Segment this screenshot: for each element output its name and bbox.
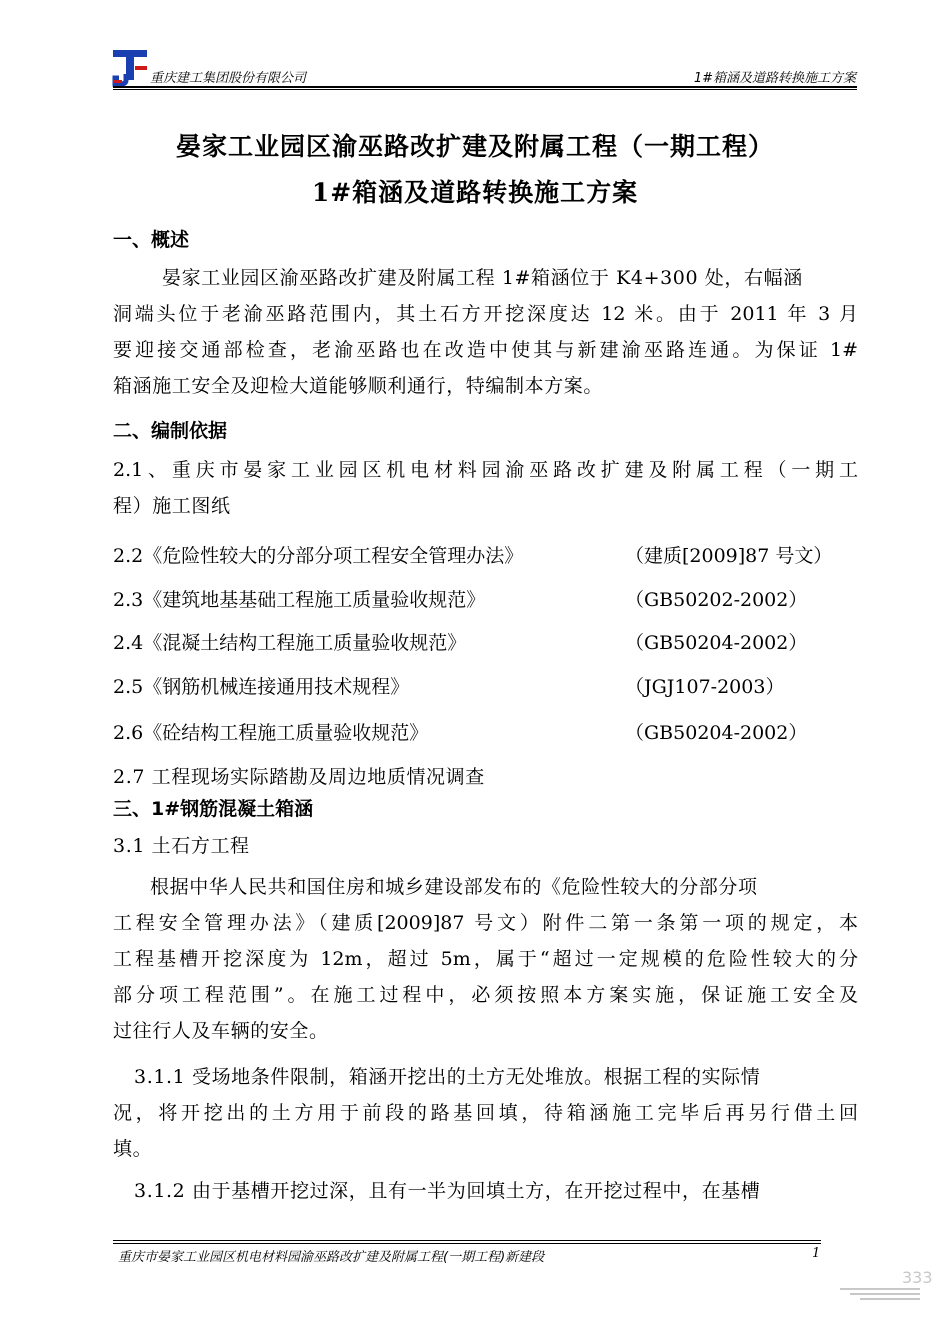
paragraph-line: 过往行人及车辆的安全。 xyxy=(113,1020,329,1042)
paragraph-line: 部分项工程范围”。在施工过程中，必须按照本方案实施，保证施工安全及 xyxy=(113,984,858,1006)
reference-code: （GB50202-2002） xyxy=(625,589,808,611)
reference-name: 2.6《砼结构工程施工质量验收规范》 xyxy=(113,722,429,744)
reference-code: （建质[2009]87 号文） xyxy=(625,545,833,567)
reference-name: 2.5《钢筋机械连接通用技术规程》 xyxy=(113,676,410,698)
watermark-icon xyxy=(840,1263,933,1303)
header-company: 重庆建工集团股份有限公司 xyxy=(150,71,307,86)
reference-2-7: 2.7 工程现场实际踏勘及周边地质情况调查 xyxy=(113,766,485,788)
reference-code: （GB50204-2002） xyxy=(625,632,808,654)
header-rule-thin xyxy=(113,89,857,90)
company-logo xyxy=(113,50,147,86)
paragraph-line: 工程安全管理办法》（建质[2009]87 号文）附件二第一条第一项的规定，本 xyxy=(113,912,858,934)
paragraph-line: 3.1.2 由于基槽开挖过深，且有一半为回填土方，在开挖过程中，在基槽 xyxy=(134,1180,761,1202)
paragraph-line: 况，将开挖出的土方用于前段的路基回填，待箱涵施工完毕后再另行借土回 xyxy=(113,1102,858,1124)
section-2-heading: 二、编制依据 xyxy=(113,420,228,442)
reference-name: 2.3《建筑地基基础工程施工质量验收规范》 xyxy=(113,589,486,611)
section-1-heading: 一、概述 xyxy=(113,229,190,251)
reference-2-1-cont: 程）施工图纸 xyxy=(113,495,231,517)
paragraph-line: 填。 xyxy=(113,1138,153,1160)
paragraph-line: 晏家工业园区渝巫路改扩建及附属工程 1#箱涵位于 K4+300 处，右幅涵 xyxy=(162,267,803,289)
document-title-line2: 1#箱涵及道路转换施工方案 xyxy=(311,178,639,207)
header-doc-title: 1#箱涵及道路转换施工方案 xyxy=(693,71,856,86)
paragraph-line: 工程基槽开挖深度为 12m，超过 5m，属于“超过一定规模的危险性较大的分 xyxy=(113,948,858,970)
paragraph-line: 3.1.1 受场地条件限制，箱涵开挖出的土方无处堆放。根据工程的实际情 xyxy=(134,1066,761,1088)
reference-code: （GB50204-2002） xyxy=(625,722,808,744)
subsection-3-1: 3.1 土石方工程 xyxy=(113,835,250,857)
paragraph-line: 根据中华人民共和国住房和城乡建设部发布的《危险性较大的分部分项 xyxy=(150,876,758,898)
footer-project-name: 重庆市晏家工业园区机电材料园渝巫路改扩建及附属工程(一期工程)新建段 xyxy=(118,1250,545,1265)
document-title-line1: 晏家工业园区渝巫路改扩建及附属工程（一期工程） xyxy=(175,132,774,161)
svg-text:333: 333 xyxy=(902,1268,933,1287)
reference-name: 2.4《混凝土结构工程施工质量验收规范》 xyxy=(113,632,467,654)
reference-code: （JGJ107-2003） xyxy=(625,676,785,698)
page-number: 1 xyxy=(812,1246,821,1261)
reference-2-1: 2.1、重庆市晏家工业园区机电材料园渝巫路改扩建及附属工程（一期工 xyxy=(113,459,858,481)
footer-rule-thin xyxy=(113,1243,821,1244)
header-rule xyxy=(113,86,857,88)
paragraph-line: 洞端头位于老渝巫路范围内，其土石方开挖深度达 12 米。由于 2011 年 3 月 xyxy=(113,303,858,325)
reference-name: 2.2《危险性较大的分部分项工程安全管理办法》 xyxy=(113,545,524,567)
section-3-heading: 三、1#钢筋混凝土箱涵 xyxy=(113,798,314,820)
footer-rule xyxy=(113,1240,821,1241)
paragraph-line: 要迎接交通部检查，老渝巫路也在改造中使其与新建渝巫路连通。为保证 1# xyxy=(113,339,858,361)
paragraph-line: 箱涵施工安全及迎检大道能够顺利通行，特编制本方案。 xyxy=(113,375,604,397)
